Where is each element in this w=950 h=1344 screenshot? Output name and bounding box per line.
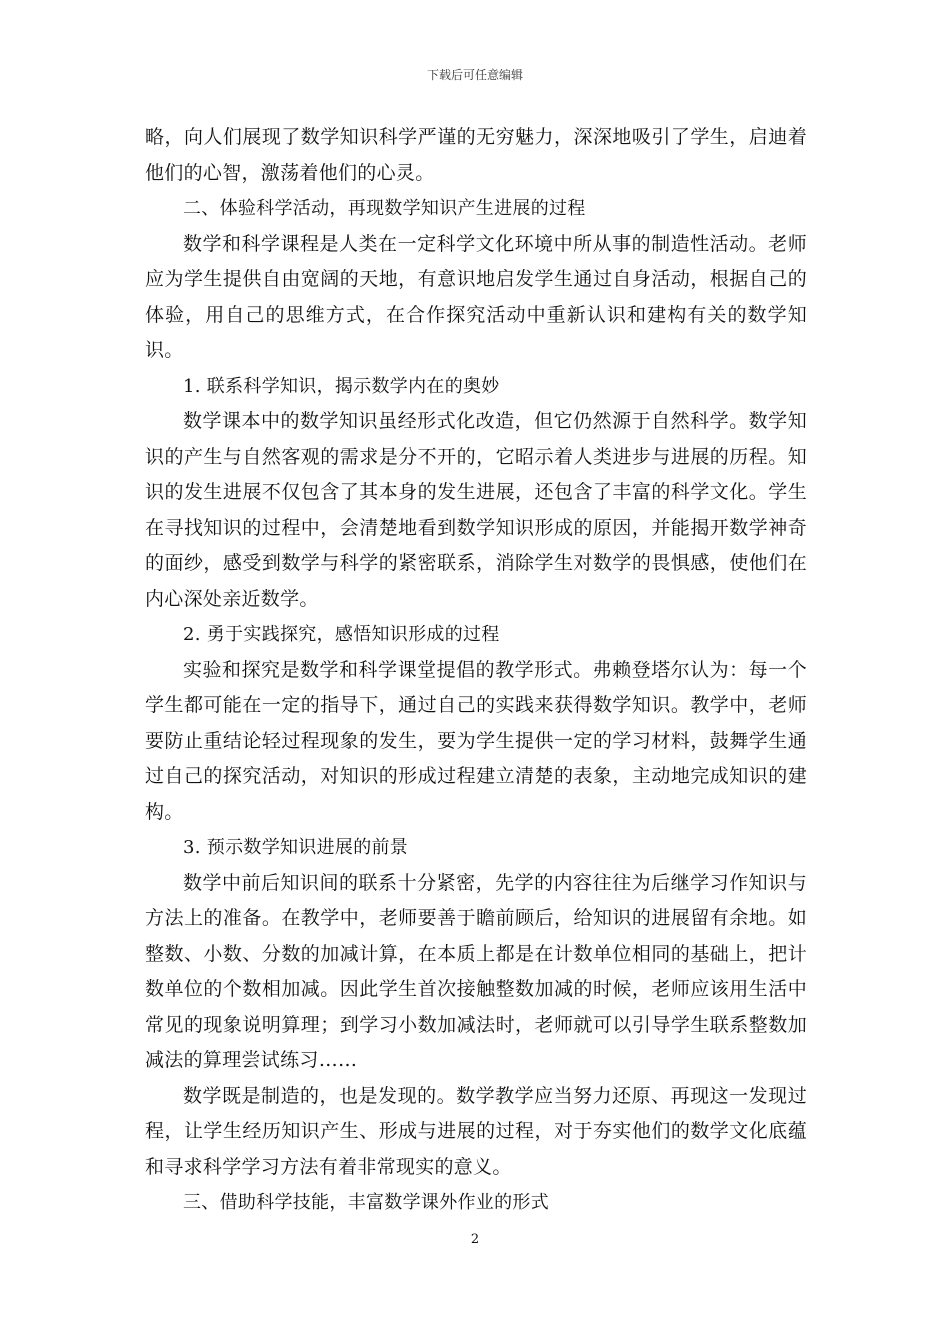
section-heading-2: 二、体验科学活动，再现数学知识产生进展的过程: [183, 198, 586, 219]
subsection-heading-1: 1. 联系科学知识，揭示数学内在的奥妙: [183, 375, 500, 397]
section-heading-3: 三、借助科学技能，丰富数学课外作业的形式: [183, 1192, 549, 1213]
paragraph-continuation: 略，向人们展现了数学知识科学严谨的无穷魅力，深深地吸引了学生，启迪着他们的心智，激荡着他们的心灵。: [145, 126, 807, 184]
page-number: 2: [470, 1232, 480, 1247]
page-header-note: 下载后可任意编辑: [426, 68, 523, 82]
paragraph: 数学课本中的数学知识虽经形式化改造，但它仍然源于自然科学。数学知识的产生与自然客观的需求是分不开的，它昭示着人类进步与进展的历程。知识的发生进展不仅包含了其本身的发生进展，还包含了丰富的科学文化。学生在寻找知识的过程中，会清楚地看到数学知识形成的原因，并能揭开数学神奇的面纱，感受到数学与科学的紧密联系，消除学生对数学的畏惧感，使他们在内心深处亲近数学。: [145, 410, 807, 610]
paragraph: 数学和科学课程是人类在一定科学文化环境中所从事的制造性活动。老师应为学生提供自由宽阔的天地，有意识地启发学生通过自身活动，根据自己的体验，用自己的思维方式，在合作探究活动中重新认识和建构有关的数学知识。: [145, 232, 807, 361]
paragraph: 数学中前后知识间的联系十分紧密，先学的内容往往为后继学习作知识与方法上的准备。在教学中，老师要善于瞻前顾后，给知识的进展留有余地。如整数、小数、分数的加减计算，在本质上都是在计数单位相同的基础上，把计数单位的个数相加减。因此学生首次接触整数加减的时候，老师应该用生活中常见的现象说明算理；到学习小数加减法时，老师就可以引导学生联系整数加减法的算理尝试练习……: [145, 871, 807, 1071]
paragraph: 数学既是制造的，也是发现的。数学教学应当努力还原、再现这一发现过程，让学生经历知识产生、形成与进展的过程，对于夯实他们的数学文化底蕴和寻求科学学习方法有着非常现实的意义。: [145, 1084, 807, 1178]
subsection-heading-2: 2. 勇于实践探究，感悟知识形成的过程: [183, 624, 500, 645]
paragraph: 实验和探究是数学和科学课堂提倡的教学形式。弗赖登塔尔认为：每一个学生都可能在一定的指导下，通过自己的实践来获得数学知识。教学中，老师要防止重结论轻过程现象的发生，要为学生提供一定的学习材料，鼓舞学生通过自己的探究活动，对知识的形成过程建立清楚的表象，主动地完成知识的建构。: [145, 658, 807, 823]
document-body: [145, 120, 807, 1221]
subsection-heading-3: 3. 预示数学知识进展的前景: [183, 837, 409, 858]
